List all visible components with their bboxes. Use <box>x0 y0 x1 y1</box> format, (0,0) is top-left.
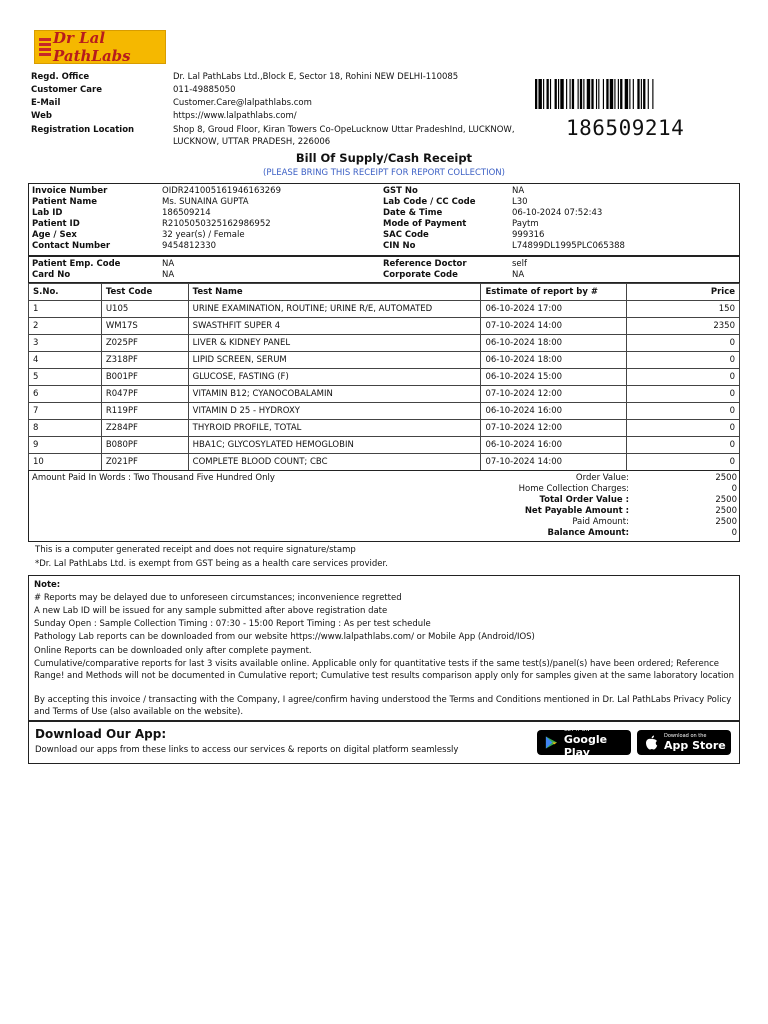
patient-right-values <box>512 186 625 252</box>
value-patient-id: R2105050325162986952 <box>162 219 271 229</box>
cell-sno: 4 <box>29 352 102 369</box>
cell-price: 0 <box>627 352 740 369</box>
total-label: Net Payable Amount : <box>524 506 629 516</box>
barcode-bar <box>543 79 544 109</box>
patient-left-values <box>162 186 281 252</box>
header-label-web: Web <box>31 111 52 121</box>
label-gst-no: GST No <box>383 186 418 196</box>
total-label: Order Value: <box>575 473 629 483</box>
barcode-bar <box>614 79 615 109</box>
cell-test-code: Z025PF <box>101 335 188 352</box>
barcode-bar <box>538 79 541 109</box>
employee-right-values <box>512 259 527 281</box>
google-play-label: Google Play <box>563 732 608 759</box>
barcode-bar <box>566 79 567 109</box>
logo-mark-icon <box>39 38 49 56</box>
cell-test-code: WM17S <box>101 318 188 335</box>
label-patient-id: Patient ID <box>32 219 80 229</box>
barcode-bar <box>620 79 622 109</box>
cell-test-name: URINE EXAMINATION, ROUTINE; URINE R/E, AUTOMATED <box>188 301 481 318</box>
label-ref-doctor: Reference Doctor <box>383 259 467 269</box>
table-row <box>29 437 740 454</box>
value-lab-id: 186509214 <box>162 208 211 218</box>
cell-estimate: 06-10-2024 16:00 <box>481 403 627 420</box>
page-subtitle: (PLEASE BRING THIS RECEIPT FOR REPORT COLLECTION) <box>263 168 505 178</box>
cell-price: 0 <box>627 403 740 420</box>
cell-test-code: R119PF <box>101 403 188 420</box>
cell-sno: 8 <box>29 420 102 437</box>
cell-test-name: SWASTHFIT SUPER 4 <box>188 318 481 335</box>
barcode-bar <box>583 79 584 109</box>
header-value-web: https://www.lalpathlabs.com/ <box>173 111 297 121</box>
cell-estimate: 07-10-2024 14:00 <box>481 318 627 335</box>
label-lab-code: Lab Code / CC Code <box>383 197 476 207</box>
total-label: Home Collection Charges: <box>518 484 629 494</box>
barcode-bar <box>550 79 551 109</box>
barcode-bar <box>610 79 613 109</box>
total-value: 2500 <box>715 517 737 527</box>
value-cin-no: L74899DL1995PLC065388 <box>512 241 625 251</box>
cell-price: 0 <box>627 335 740 352</box>
table-row <box>29 403 740 420</box>
total-value: 0 <box>731 528 737 538</box>
col-header-price: Price <box>627 284 740 301</box>
cell-estimate: 07-10-2024 12:00 <box>481 386 627 403</box>
barcode-bar <box>591 79 593 109</box>
table-row <box>29 420 740 437</box>
table-row <box>29 369 740 386</box>
table-row <box>29 318 740 335</box>
cell-test-name: HBA1C; GLYCOSYLATED HEMOGLOBIN <box>188 437 481 454</box>
cell-estimate: 07-10-2024 14:00 <box>481 454 627 471</box>
employee-right-labels <box>383 259 467 281</box>
cell-test-code: U105 <box>101 301 188 318</box>
table-row <box>29 301 740 318</box>
cell-estimate: 06-10-2024 15:00 <box>481 369 627 386</box>
value-invoice-number: OIDR241005161946163269 <box>162 186 281 196</box>
header-value-location-2: LUCKNOW, UTTAR PRADESH, 226006 <box>173 137 331 147</box>
header-value-care: 011-49885050 <box>173 85 236 95</box>
app-store-small-text: Download on the <box>664 733 707 739</box>
total-value: 0 <box>731 484 737 494</box>
barcode-bar <box>603 79 604 109</box>
cell-estimate: 06-10-2024 18:00 <box>481 352 627 369</box>
label-patient-name: Patient Name <box>32 197 98 207</box>
header-value-email: Customer.Care@lalpathlabs.com <box>173 98 312 108</box>
cell-test-name: THYROID PROFILE, TOTAL <box>188 420 481 437</box>
amount-in-words: Amount Paid In Words : Two Thousand Five Hundred Only <box>32 473 275 483</box>
note-line: Sunday Open : Sample Collection Timing : 07:30 - 15:00 Report Timing : As per test schedule <box>34 619 431 629</box>
value-payment-mode: Paytm <box>512 219 539 229</box>
value-ref-doctor: self <box>512 259 528 269</box>
tests-table <box>28 283 740 471</box>
barcode-bar <box>587 79 590 109</box>
cell-test-code: Z021PF <box>101 454 188 471</box>
value-lab-code: L30 <box>512 197 528 207</box>
note-line: Pathology Lab reports can be downloaded from our website https://www.lalpathlabs.com/ or Mobile App (Android/IOS) <box>34 632 535 642</box>
cell-test-code: R047PF <box>101 386 188 403</box>
value-gst-no: NA <box>512 186 525 196</box>
barcode-bar <box>572 79 574 109</box>
label-emp-code: Patient Emp. Code <box>32 259 121 269</box>
barcode-bar <box>625 79 628 109</box>
barcode-bar <box>547 79 549 109</box>
col-header-test-code: Test Code <box>101 284 188 301</box>
cell-sno: 7 <box>29 403 102 420</box>
note-line: Online Reports can be downloaded only after complete payment. <box>34 646 312 656</box>
header-label-email: E-Mail <box>31 98 61 108</box>
cell-test-name: COMPLETE BLOOD COUNT; CBC <box>188 454 481 471</box>
notes-heading: Note: <box>34 580 61 590</box>
header-label-location: Registration Location <box>31 125 135 135</box>
employee-left-labels <box>32 259 120 281</box>
barcode-bar <box>596 79 597 109</box>
barcode-bar <box>535 79 537 109</box>
cell-price: 0 <box>627 454 740 471</box>
cell-sno: 3 <box>29 335 102 352</box>
barcode-bar <box>606 79 608 109</box>
cell-price: 0 <box>627 420 740 437</box>
barcode-bar <box>637 79 639 109</box>
cell-sno: 5 <box>29 369 102 386</box>
app-description: Download our apps from these links to access our services & reports on digital platform seamlessly <box>35 745 459 755</box>
note-line: By accepting this invoice / transacting with the Company, I agree/confirm having understood the Terms and Conditions mentioned in Dr. Lal PathLabs Privacy Policy and Terms of Use (also available on the website). <box>34 695 732 717</box>
value-date-time: 06-10-2024 07:52:43 <box>512 208 603 218</box>
total-label: Balance Amount: <box>547 528 629 538</box>
barcode-number: 186509214 <box>566 116 685 140</box>
google-play-button[interactable] <box>537 726 631 759</box>
barcode-bar <box>558 79 559 109</box>
employee-left-values <box>162 259 174 281</box>
cell-sno: 10 <box>29 454 102 471</box>
page-title: Bill Of Supply/Cash Receipt <box>295 151 473 165</box>
cell-test-name: LIVER & KIDNEY PANEL <box>188 335 481 352</box>
patient-left-labels <box>32 186 110 252</box>
total-value: 2500 <box>715 473 737 483</box>
value-card-no: NA <box>162 270 175 280</box>
value-corporate-code: NA <box>512 270 525 280</box>
label-date-time: Date & Time <box>383 208 443 218</box>
app-store-button[interactable] <box>637 730 731 755</box>
value-contact-number: 9454812330 <box>162 241 217 251</box>
barcode-bar <box>560 79 563 109</box>
barcode-bar <box>618 79 619 109</box>
value-age-sex: 32 year(s) / Female <box>162 230 245 240</box>
header-value-office: Dr. Lal PathLabs Ltd.,Block E, Sector 18, Rohini NEW DELHI-110085 <box>173 72 459 82</box>
total-value: 2500 <box>715 506 737 516</box>
barcode-bar <box>633 79 634 109</box>
cell-test-name: VITAMIN D 25 - HYDROXY <box>188 403 481 420</box>
table-row <box>29 352 740 369</box>
barcode-graphic <box>535 79 732 109</box>
total-label: Paid Amount: <box>572 517 629 527</box>
barcode-bar <box>652 79 653 109</box>
col-header-test-name: Test Name <box>188 284 481 301</box>
label-invoice-number: Invoice Number <box>32 186 108 196</box>
barcode-bar <box>580 79 582 109</box>
cell-test-code: Z318PF <box>101 352 188 369</box>
barcode-bar <box>648 79 649 109</box>
google-play-icon <box>545 735 558 750</box>
cell-test-name: LIPID SCREEN, SERUM <box>188 352 481 369</box>
cell-price: 2350 <box>627 318 740 335</box>
disclaimer-gst-exempt: *Dr. Lal PathLabs Ltd. is exempt from GST being as a health care services provider. <box>35 559 388 569</box>
value-sac-code: 999316 <box>512 230 545 240</box>
barcode-bar <box>578 79 579 109</box>
cell-estimate: 07-10-2024 12:00 <box>481 420 627 437</box>
cell-price: 0 <box>627 386 740 403</box>
label-lab-id: Lab ID <box>32 208 63 218</box>
cell-price: 0 <box>627 437 740 454</box>
cell-estimate: 06-10-2024 16:00 <box>481 437 627 454</box>
label-corporate-code: Corporate Code <box>383 270 458 280</box>
label-age-sex: Age / Sex <box>32 230 77 240</box>
barcode-bar <box>598 79 599 109</box>
cell-test-code: B080PF <box>101 437 188 454</box>
cell-test-name: VITAMIN B12; CYANOCOBALAMIN <box>188 386 481 403</box>
cell-estimate: 06-10-2024 18:00 <box>481 335 627 352</box>
value-patient-name: Ms. SUNAINA GUPTA <box>162 197 249 207</box>
header-value-location: Shop 8, Groud Floor, Kiran Towers Co-OpeLucknow Uttar PradeshInd, LUCKNOW, <box>173 125 515 135</box>
total-label: Total Order Value : <box>539 495 629 505</box>
company-logo <box>34 30 166 64</box>
table-row <box>29 386 740 403</box>
header-label-care: Customer Care <box>31 85 102 95</box>
patient-right-labels <box>383 186 476 252</box>
cell-test-name: GLUCOSE, FASTING (F) <box>188 369 481 386</box>
value-emp-code: NA <box>162 259 175 269</box>
table-row <box>29 335 740 352</box>
table-row <box>29 454 740 471</box>
cell-test-code: B001PF <box>101 369 188 386</box>
barcode-bar <box>629 79 630 109</box>
label-contact-number: Contact Number <box>32 241 111 251</box>
app-heading: Download Our App: <box>35 727 167 741</box>
logo-text: Dr Lal PathLabs <box>52 29 131 65</box>
cell-estimate: 06-10-2024 17:00 <box>481 301 627 318</box>
col-header-sno: S.No. <box>29 284 102 301</box>
table-header-row <box>29 284 740 301</box>
apple-icon <box>645 735 658 750</box>
cell-test-code: Z284PF <box>101 420 188 437</box>
cell-price: 0 <box>627 369 740 386</box>
cell-sno: 1 <box>29 301 102 318</box>
note-line: Cumulative/comparative reports for last 3 visits available online. Applicable only for quantitative tests if the same test(s)/panel(s) have been ordered; Reference Range! and Methods will not be documented in Cumulative report; Cumulative test results comparison apply only for samples given at the same laboratory location <box>34 659 735 681</box>
note-line: # Reports may be delayed due to unforeseen circumstances; inconvenience regretted <box>34 593 402 603</box>
header-label-office: Regd. Office <box>31 72 90 82</box>
col-header-estimate: Estimate of report by # <box>481 284 627 301</box>
barcode-bar <box>641 79 642 109</box>
label-payment-mode: Mode of Payment <box>383 219 467 229</box>
label-card-no: Card No <box>32 270 71 280</box>
barcode-bar <box>555 79 557 109</box>
label-sac-code: SAC Code <box>383 230 429 240</box>
total-value: 2500 <box>715 495 737 505</box>
cell-sno: 9 <box>29 437 102 454</box>
cell-sno: 6 <box>29 386 102 403</box>
cell-sno: 2 <box>29 318 102 335</box>
barcode-bar <box>643 79 645 109</box>
cell-price: 150 <box>627 301 740 318</box>
disclaimer-computer-generated: This is a computer generated receipt and does not require signature/stamp <box>35 545 356 555</box>
note-line: A new Lab ID will be issued for any sample submitted after above registration date <box>34 606 388 616</box>
barcode-bar <box>570 79 571 109</box>
google-play-small-text: GET IT ON <box>563 726 590 733</box>
app-store-label: App Store <box>664 739 726 752</box>
label-cin-no: CIN No <box>383 241 416 251</box>
